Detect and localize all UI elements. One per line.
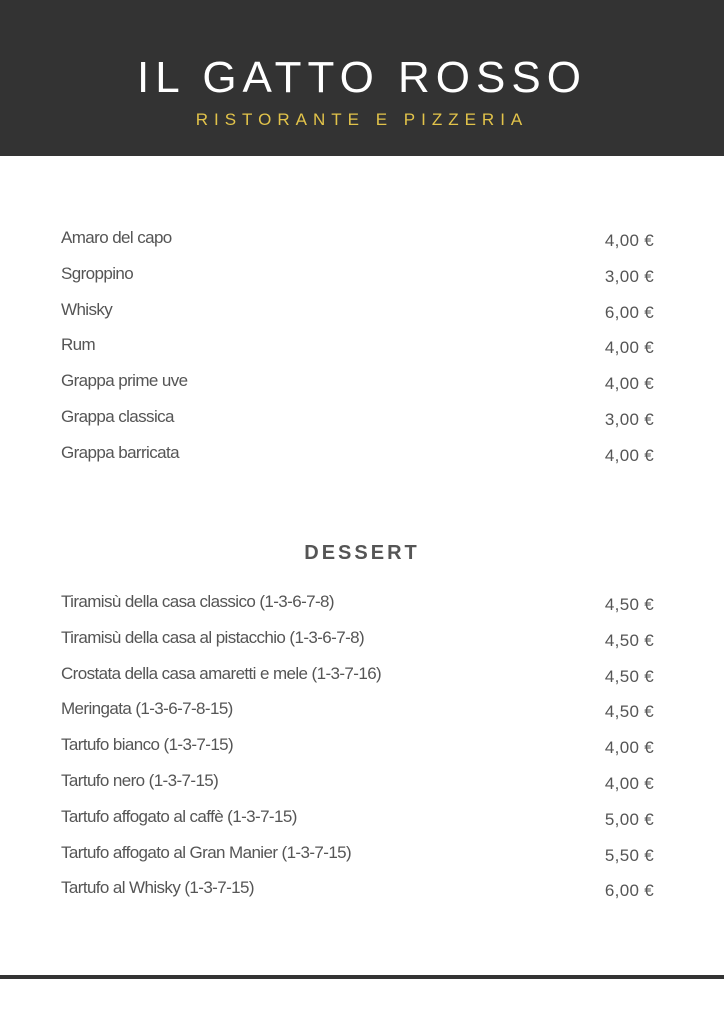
menu-item-name: Tartufo bianco (1-3-7-15) xyxy=(61,735,234,755)
menu-item xyxy=(0,735,724,771)
menu-item xyxy=(0,228,724,264)
restaurant-subtitle: RISTORANTE E PIZZERIA xyxy=(195,110,529,129)
menu-item-name: Whisky xyxy=(61,299,113,319)
menu-item xyxy=(0,843,724,879)
menu-item-price: 6,00 € xyxy=(604,302,654,322)
restaurant-name: IL GATTO ROSSO xyxy=(137,53,587,102)
header-banner xyxy=(0,0,724,156)
menu-item xyxy=(0,628,724,664)
menu-item-name: Tartufo affogato al Gran Manier (1-3-7-15) xyxy=(61,842,352,862)
menu-item-price: 4,50 € xyxy=(604,702,654,722)
menu-item-name: Sgroppino xyxy=(61,263,134,283)
menu-item-price: 4,50 € xyxy=(604,595,654,614)
menu-item-price: 3,00 € xyxy=(604,409,654,429)
menu-item xyxy=(0,443,724,479)
menu-item xyxy=(0,592,724,628)
menu-item-name: Tartufo al Whisky (1-3-7-15) xyxy=(61,878,254,898)
menu-item-name: Amaro del capo xyxy=(61,228,172,247)
menu-item-name: Grappa classica xyxy=(61,406,174,426)
menu-item xyxy=(0,371,724,407)
menu-item xyxy=(0,300,724,336)
menu-item-name: Rum xyxy=(61,335,96,355)
menu-item xyxy=(0,878,724,914)
menu-item-price: 6,00 € xyxy=(604,881,654,901)
menu-item-price: 4,00 € xyxy=(604,445,654,465)
menu-item xyxy=(0,335,724,371)
menu-item-name: Tartufo nero (1-3-7-15) xyxy=(61,770,219,790)
menu-item-name: Grappa prime uve xyxy=(61,371,188,391)
menu-item xyxy=(0,699,724,735)
menu-item-price: 4,00 € xyxy=(604,338,654,358)
dessert-list xyxy=(0,592,724,914)
menu-item-name: Tartufo affogato al caffè (1-3-7-15) xyxy=(61,806,297,826)
menu-item-price: 4,00 € xyxy=(604,231,654,250)
menu-item-name: Tiramisù della casa classico (1-3-6-7-8) xyxy=(61,592,334,611)
menu-item-price: 4,00 € xyxy=(604,773,654,793)
menu-item-price: 3,00 € xyxy=(604,266,654,286)
digestivi-list xyxy=(0,228,724,479)
menu-item-name: Grappa barricata xyxy=(61,442,179,462)
menu-item xyxy=(0,771,724,807)
menu-item-price: 4,00 € xyxy=(604,374,654,394)
menu-item xyxy=(0,664,724,700)
menu-item-price: 4,00 € xyxy=(604,738,654,758)
menu-item-price: 4,50 € xyxy=(604,630,654,650)
menu-item xyxy=(0,264,724,300)
menu-item xyxy=(0,807,724,843)
menu-item xyxy=(0,407,724,443)
bottom-divider xyxy=(0,975,724,979)
menu-item-price: 5,50 € xyxy=(604,845,654,865)
menu-item-price: 5,00 € xyxy=(604,809,654,829)
menu-item-name: Tiramisù della casa al pistacchio (1-3-6-7-8) xyxy=(61,627,365,647)
menu-item-price: 4,50 € xyxy=(604,666,654,686)
menu-item-name: Crostata della casa amaretti e mele (1-3-7-16) xyxy=(61,663,382,683)
menu-item-name: Meringata (1-3-6-7-8-15) xyxy=(61,699,233,719)
dessert-section-title: DESSERT xyxy=(304,542,420,564)
